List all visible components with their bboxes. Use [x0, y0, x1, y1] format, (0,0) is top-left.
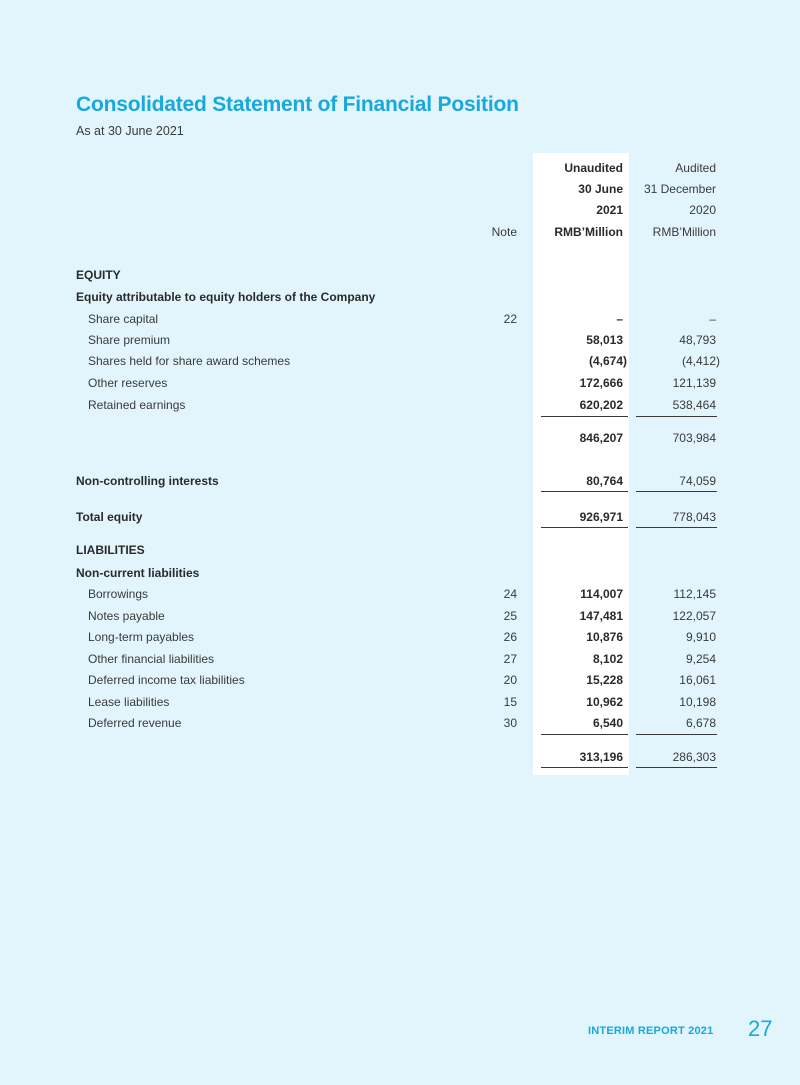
row-value-prev: 16,061: [679, 673, 716, 687]
row-value-prev: –: [709, 312, 716, 326]
total-value-cur: 926,971: [579, 510, 623, 524]
total-value-prev: 778,043: [672, 510, 716, 524]
row-label: Long-term payables: [88, 630, 195, 644]
table-row: [0, 265, 800, 285]
row-label: Share capital: [88, 312, 159, 326]
row-label: Notes payable: [88, 609, 165, 623]
table-row: [0, 563, 800, 583]
table-row: [0, 395, 800, 415]
column-header-note: Note: [491, 225, 517, 239]
row-value-cur: 10,876: [586, 630, 623, 644]
table-row: [0, 287, 800, 307]
row-value-cur: 15,228: [586, 673, 623, 687]
column-header-prev: 31 December: [643, 182, 716, 196]
subsection-heading: Equity attributable to equity holders of the Company: [76, 290, 376, 304]
table-row: [0, 471, 800, 491]
row-label: Retained earnings: [88, 398, 186, 412]
table-row: [0, 649, 800, 669]
row-value-cur: 6,540: [592, 716, 623, 730]
table-row: [0, 692, 800, 712]
table-row: [0, 351, 800, 371]
row-value-cur: 620,202: [579, 398, 623, 412]
row-value-prev: 122,057: [672, 609, 716, 623]
row-label: Share premium: [88, 333, 171, 347]
row-label: Deferred revenue: [88, 716, 182, 730]
page-title: Consolidated Statement of Financial Position: [76, 93, 519, 116]
underline: [541, 491, 628, 492]
section-heading: LIABILITIES: [76, 543, 145, 557]
column-header-prev: Audited: [675, 161, 716, 175]
column-header-row: [0, 158, 800, 178]
table-row: [0, 373, 800, 393]
column-header-row: [0, 179, 800, 199]
subtotal-value-prev: 286,303: [672, 750, 716, 764]
section-heading: EQUITY: [76, 268, 121, 282]
underline: [636, 416, 717, 417]
row-note: 22: [503, 312, 517, 326]
subtotal-value-cur: 846,207: [579, 431, 623, 445]
row-label: Total equity: [76, 510, 143, 524]
page-subtitle: As at 30 June 2021: [76, 124, 184, 138]
underline: [636, 491, 717, 492]
row-value-prev: 112,145: [673, 587, 716, 601]
column-header-prev: 2020: [689, 203, 716, 217]
row-label: Other financial liabilities: [88, 652, 215, 666]
row-value-prev: (4,412): [681, 354, 720, 368]
table-row: [0, 584, 800, 604]
table-row: [0, 330, 800, 350]
table-row: [0, 540, 800, 560]
row-label: Shares held for share award schemes: [88, 354, 291, 368]
table-row: [0, 309, 800, 329]
table-row: [0, 747, 800, 767]
row-note: 24: [503, 587, 517, 601]
underline: [541, 734, 628, 735]
row-value-cur: 80,764: [586, 474, 623, 488]
row-label: Other reserves: [88, 376, 168, 390]
table-row: [0, 670, 800, 690]
table-row: [0, 627, 800, 647]
table-row: [0, 428, 800, 448]
row-note: 25: [503, 609, 517, 623]
underline: [636, 734, 717, 735]
row-value-prev: 6,678: [685, 716, 716, 730]
row-value-prev: 9,910: [685, 630, 716, 644]
row-note: 30: [503, 716, 517, 730]
table-row: [0, 713, 800, 733]
column-header-cur: 30 June: [578, 182, 623, 196]
row-note: 26: [503, 630, 517, 644]
underline: [541, 767, 628, 768]
table-row: [0, 507, 800, 527]
page-number: 27: [748, 1016, 773, 1041]
table-row: [0, 606, 800, 626]
row-value-cur: 114,007: [580, 587, 623, 601]
row-value-prev: 121,139: [672, 376, 716, 390]
underline: [541, 527, 628, 528]
row-label: Deferred income tax liabilities: [88, 673, 245, 687]
row-value-cur: 10,962: [586, 695, 623, 709]
column-header-cur: RMB’Million: [554, 225, 623, 239]
report-label: INTERIM REPORT 2021: [588, 1025, 714, 1037]
underline: [636, 767, 717, 768]
row-value-prev: 9,254: [685, 652, 716, 666]
row-value-cur: 58,013: [586, 333, 623, 347]
row-note: 20: [503, 673, 517, 687]
row-value-prev: 10,198: [679, 695, 716, 709]
row-value-prev: 538,464: [672, 398, 716, 412]
row-value-cur: (4,674): [588, 354, 627, 368]
row-label: Non-controlling interests: [76, 474, 219, 488]
row-value-cur: 147,481: [579, 609, 623, 623]
row-note: 15: [503, 695, 517, 709]
row-note: 27: [503, 652, 517, 666]
row-value-cur: –: [616, 312, 623, 326]
row-label: Lease liabilities: [88, 695, 170, 709]
column-header-row: [0, 222, 800, 242]
column-header-cur: Unaudited: [564, 161, 623, 175]
underline: [541, 416, 628, 417]
row-value-cur: 172,666: [579, 376, 623, 390]
row-value-prev: 74,059: [679, 474, 716, 488]
column-header-cur: 2021: [596, 203, 623, 217]
row-value-prev: 48,793: [679, 333, 716, 347]
row-value-cur: 8,102: [592, 652, 623, 666]
subtotal-value-prev: 703,984: [672, 431, 716, 445]
row-label: Borrowings: [88, 587, 149, 601]
column-header-row: [0, 200, 800, 220]
subtotal-value-cur: 313,196: [579, 750, 623, 764]
column-header-prev: RMB’Million: [652, 225, 716, 239]
subsection-heading: Non-current liabilities: [76, 566, 200, 580]
underline: [636, 527, 717, 528]
